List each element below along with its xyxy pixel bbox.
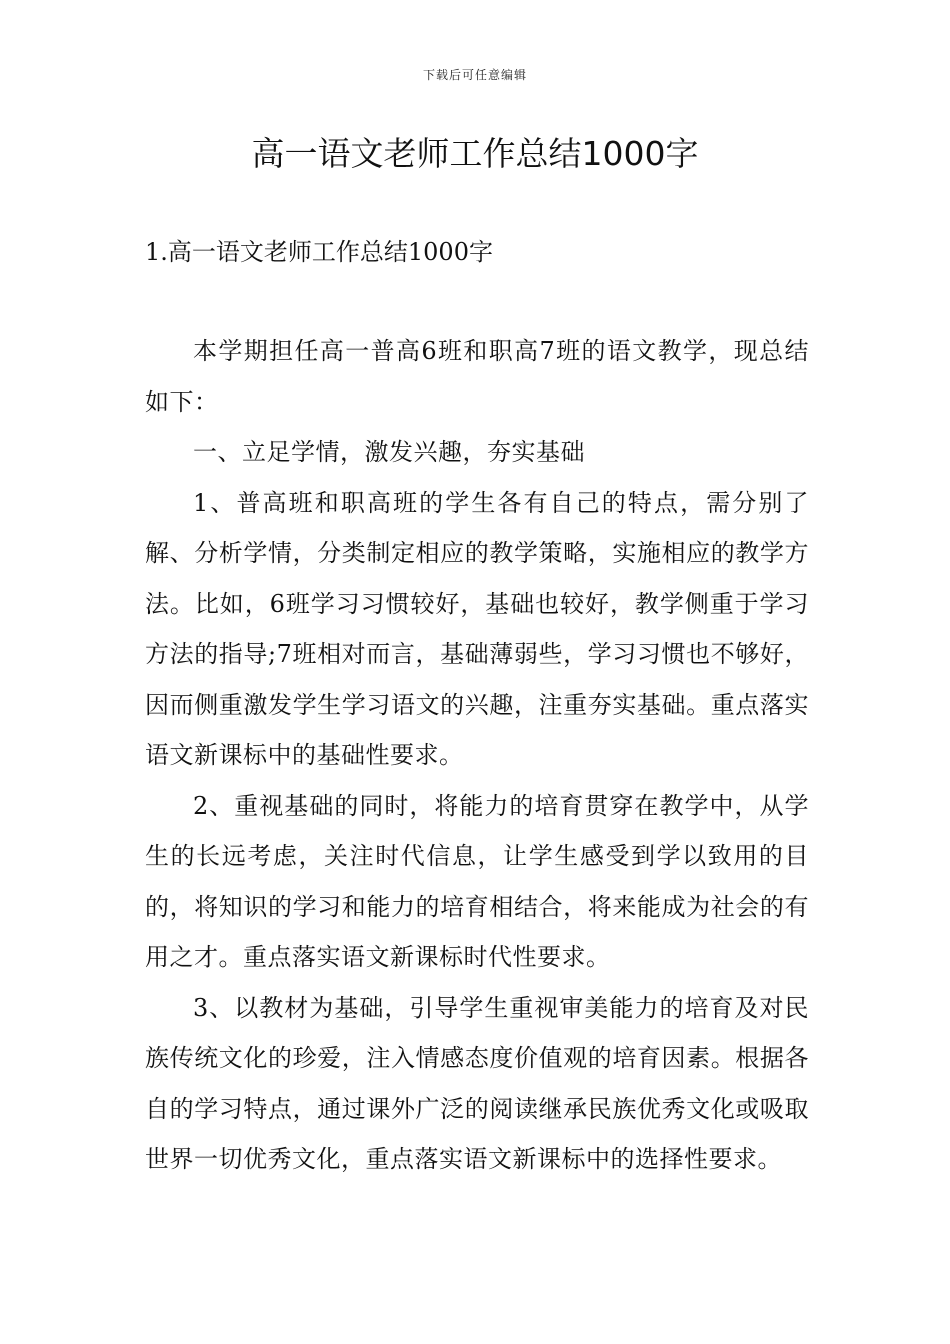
document-title: 高一语文老师工作总结1000字: [251, 134, 699, 173]
paragraph-subheading: 一、立足学情，激发兴趣，夯实基础: [193, 438, 585, 466]
body-text: [145, 326, 809, 1185]
paragraph-point-2: 2、重视基础的同时，将能力的培育贯穿在教学中，从学生的长远考虑，关注时代信息，让学生感受到学以致用的目的，将知识的学习和能力的培育相结合，将来能成为社会的有用之才。重点落实语文新课标时代性要求。: [145, 791, 809, 971]
header-note: 下载后可任意编辑: [422, 68, 527, 82]
paragraph-intro: 本学期担任高一普高6班和职高7班的语文教学，现总结如下：: [145, 337, 809, 416]
paragraph-point-3: 3、以教材为基础，引导学生重视审美能力的培育及对民族传统文化的珍爱，注入情感态度价值观的培育因素。根据各自的学习特点，通过课外广泛的阅读继承民族优秀文化或吸取世界一切优秀文化，重点落实语文新课标中的选择性要求。: [145, 993, 809, 1173]
paragraph-point-1: 1、普高班和职高班的学生各有自己的特点，需分别了解、分析学情，分类制定相应的教学策略，实施相应的教学方法。比如，6班学习习惯较好，基础也较好，教学侧重于学习方法的指导;7班相对而言，基础薄弱些，学习习惯也不够好，因而侧重激发学生学习语文的兴趣，注重夯实基础。重点落实语文新课标中的基础性要求。: [145, 488, 809, 769]
section-heading: 1.高一语文老师工作总结1000字: [145, 238, 493, 266]
